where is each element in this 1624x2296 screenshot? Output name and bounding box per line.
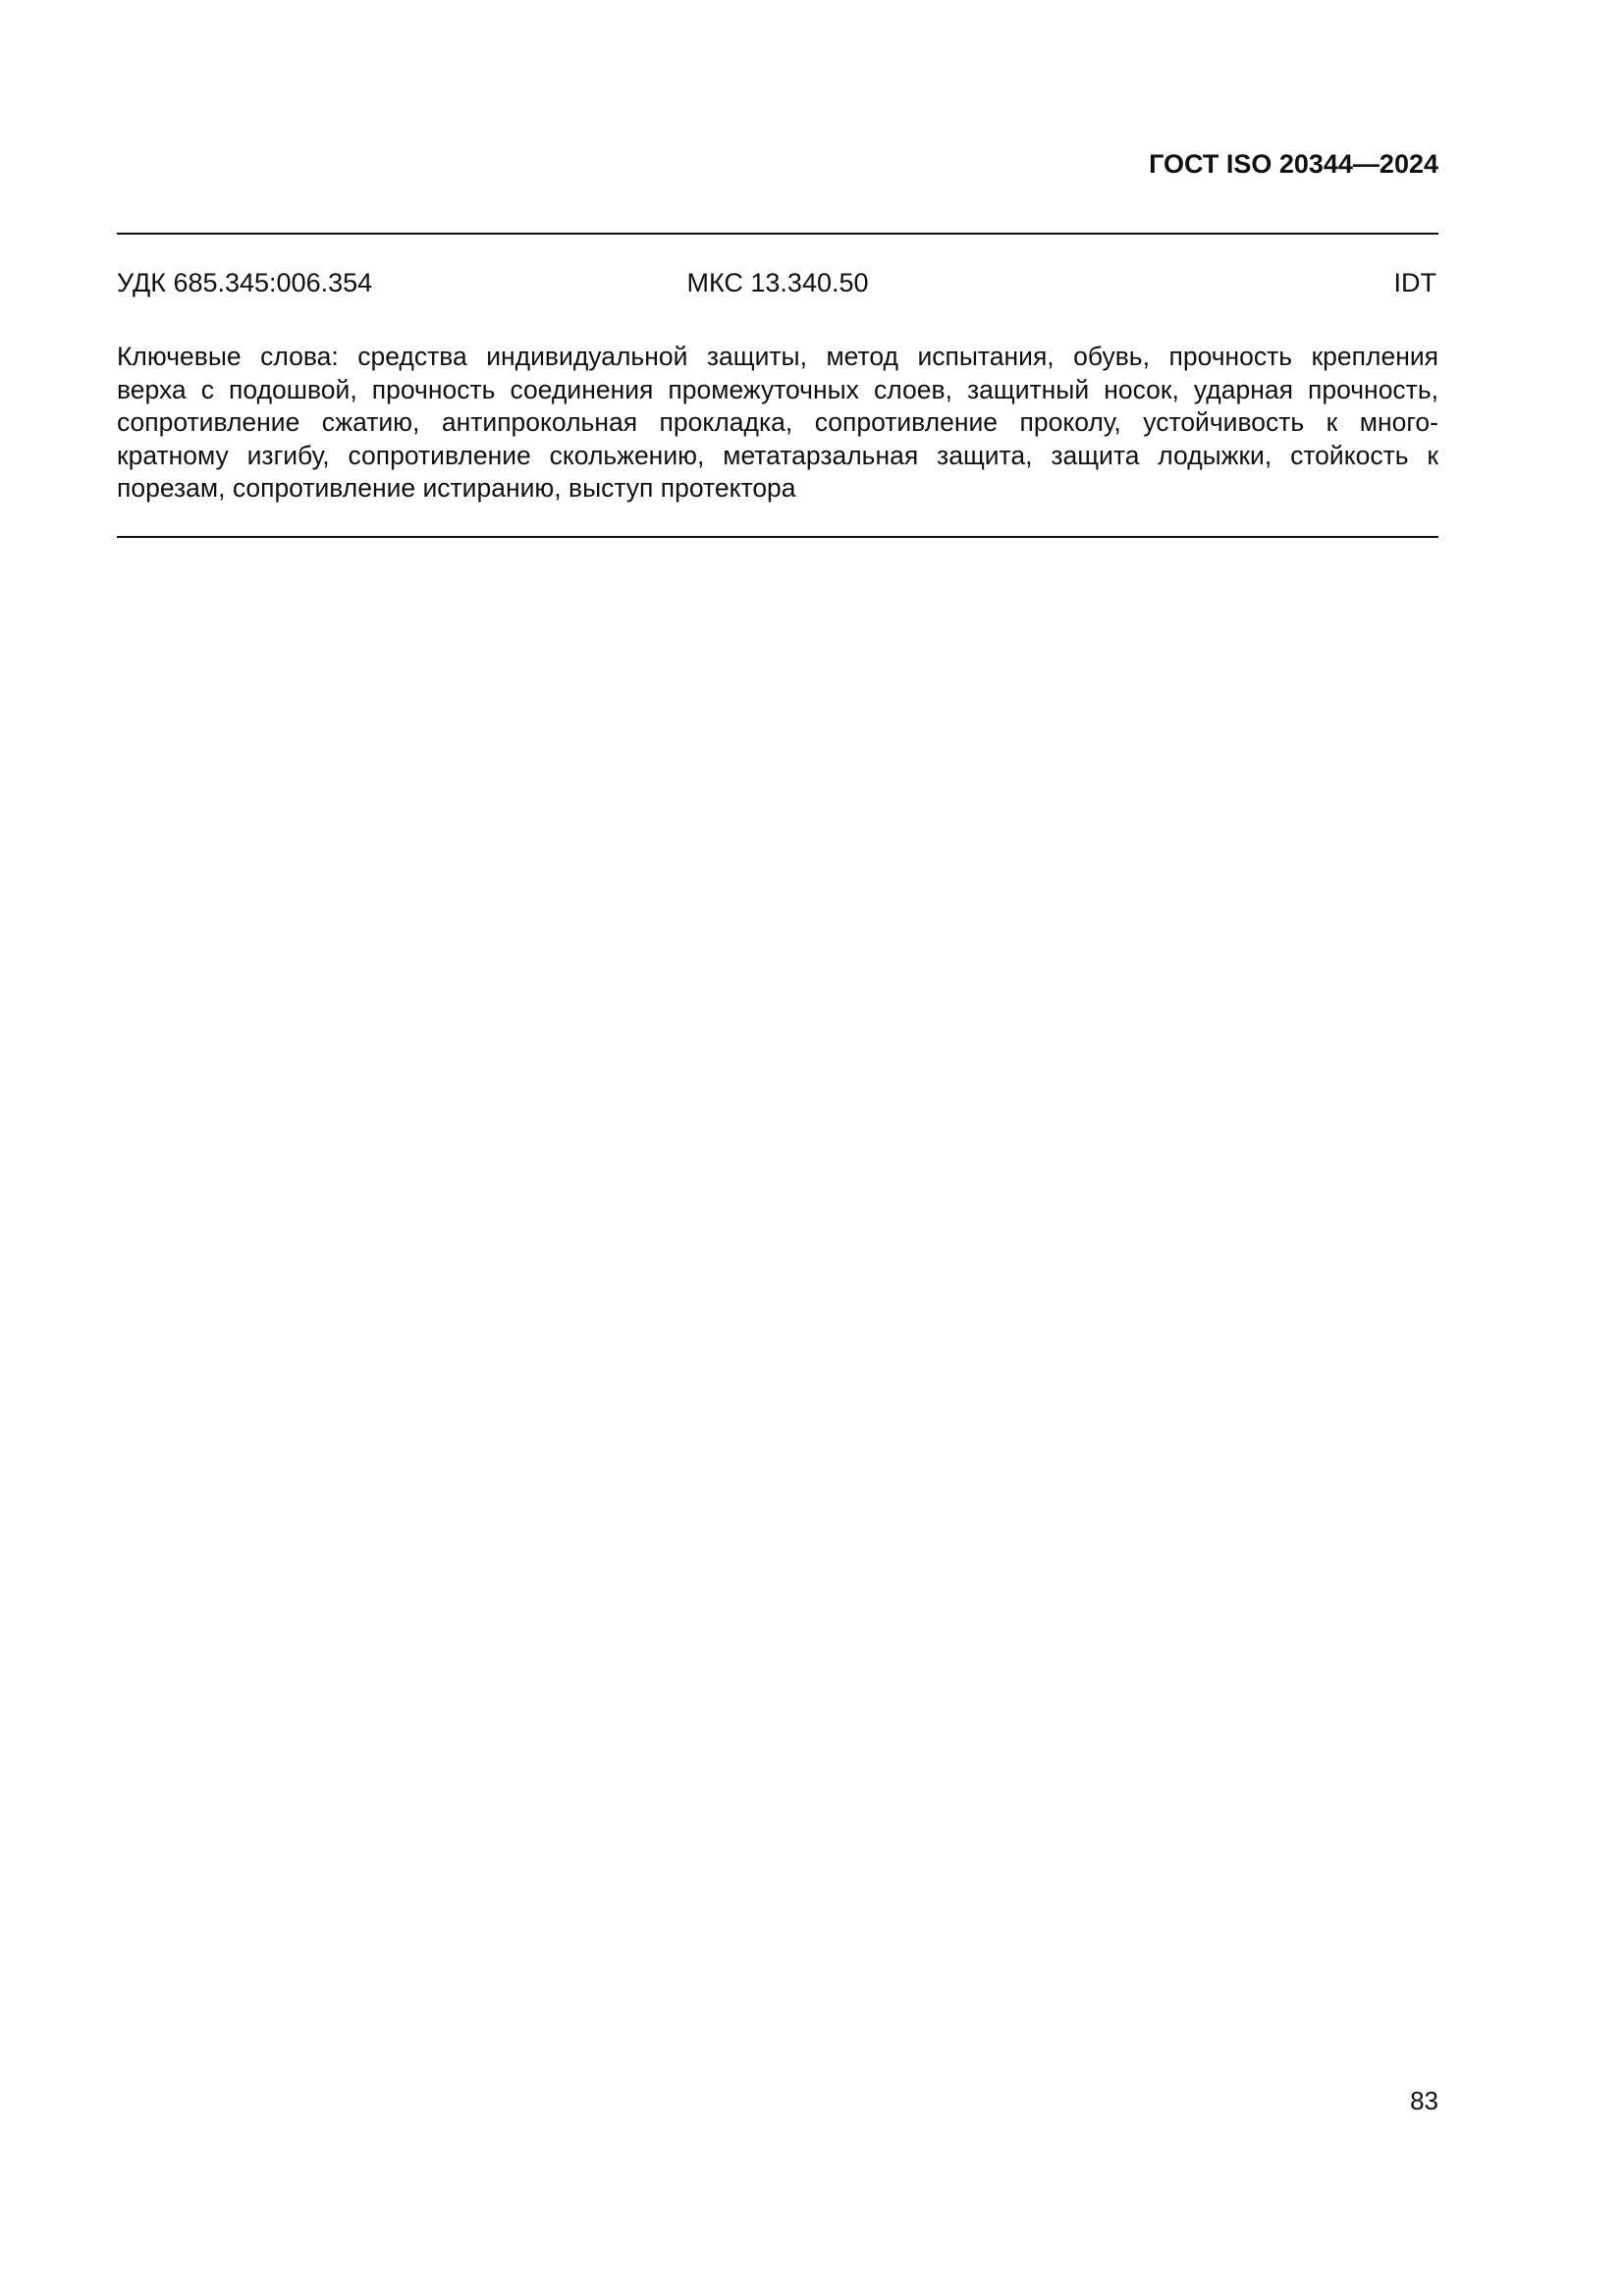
keywords-line: верха с подошвой, прочность соединения промежуточных слоев, защитный носок, ударная прочность,	[117, 374, 1438, 404]
document-id: ГОСТ ISO 20344—2024	[1149, 149, 1438, 179]
page-number: 83	[1410, 2086, 1438, 2115]
classification-row	[117, 266, 1436, 299]
udc-code: УДК 685.345:006.354	[117, 268, 373, 297]
top-rule	[117, 233, 1438, 235]
bottom-rule	[117, 536, 1438, 538]
keywords-line: порезам, сопротивление истиранию, выступ протектора	[117, 473, 796, 503]
keywords-line: сопротивление сжатию, антипрокольная прокладка, сопротивление проколу, устойчивость к много-	[117, 407, 1438, 437]
degree-of-correspondence: IDT	[1393, 268, 1436, 297]
keywords-line: кратному изгибу, сопротивление скольжению, метатарзальная защита, защита лодыжки, стойкость к	[117, 440, 1438, 470]
mks-code: МКС 13.340.50	[686, 268, 869, 297]
keywords-line: Ключевые слова: средства индивидуальной защиты, метод испытания, обувь, прочность крепления	[117, 342, 1438, 371]
keywords-paragraph	[117, 341, 1438, 506]
